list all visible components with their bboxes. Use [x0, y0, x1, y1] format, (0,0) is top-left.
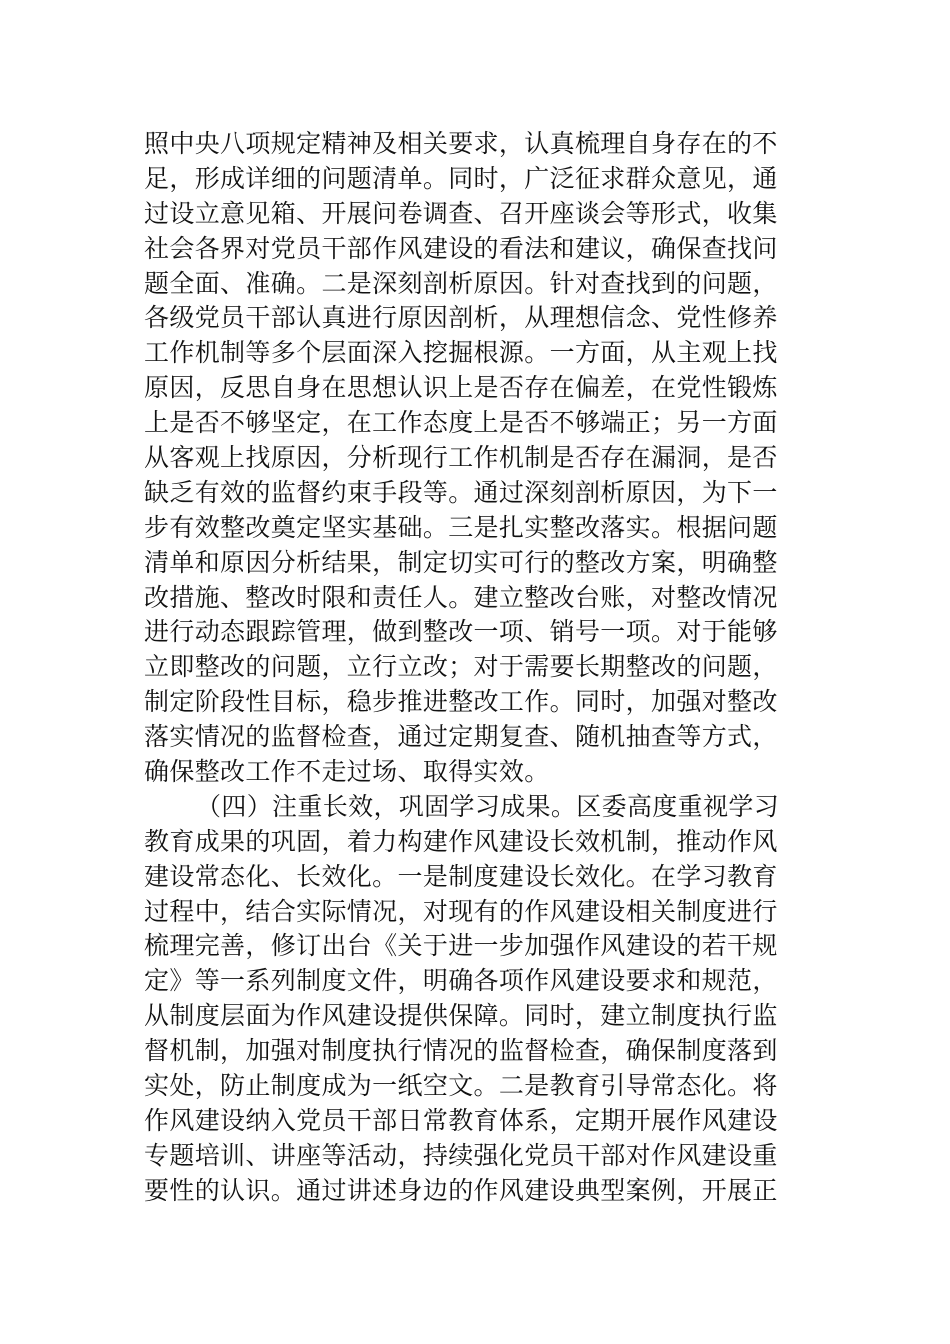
text-line: 确保整改工作不走过场、取得实效。	[144, 757, 550, 787]
text-line: 要性的认识。通过讲述身边的作风建设典型案例，开展正	[144, 1175, 778, 1205]
text-line: 从制度层面为作风建设提供保障。同时，建立制度执行监	[144, 1001, 778, 1031]
text-line: 各级党员干部认真进行原因剖析，从理想信念、党性修养	[144, 303, 778, 333]
text-line: 梳理完善，修订出台《关于进一步加强作风建设的若干规	[144, 931, 778, 961]
text-line: 建设常态化、长效化。一是制度建设长效化。在学习教育	[144, 861, 778, 891]
text-line: 过设立意见箱、开展问卷调查、召开座谈会等形式，收集	[144, 198, 778, 228]
text-line: 督机制，加强对制度执行情况的监督检查，确保制度落到	[144, 1036, 778, 1066]
text-line: 专题培训、讲座等活动，持续强化党员干部对作风建设重	[144, 1140, 778, 1170]
text-line: 社会各界对党员干部作风建设的看法和建议，确保查找问	[144, 233, 778, 263]
text-line: 进行动态跟踪管理，做到整改一项、销号一项。对于能够	[144, 617, 778, 647]
text-line: 上是否不够坚定，在工作态度上是否不够端正；另一方面	[144, 408, 778, 438]
text-line: 步有效整改奠定坚实基础。三是扎实整改落实。根据问题	[144, 512, 778, 542]
text-line: 照中央八项规定精神及相关要求，认真梳理自身存在的不	[144, 129, 778, 158]
text-line: 教育成果的巩固，着力构建作风建设长效机制，推动作风	[144, 826, 778, 856]
text-line: 制定阶段性目标，稳步推进整改工作。同时，加强对整改	[144, 687, 778, 717]
text-line: 改措施、整改时限和责任人。建立整改台账，对整改情况	[144, 582, 778, 612]
text-line: 清单和原因分析结果，制定切实可行的整改方案，明确整	[144, 547, 778, 577]
text-line: 立即整改的问题，立行立改；对于需要长期整改的问题，	[144, 652, 778, 682]
section-heading-line: （四）注重长效，巩固学习成果。区委高度重视学习	[196, 791, 780, 821]
text-line: 从客观上找原因，分析现行工作机制是否存在漏洞，是否	[144, 443, 778, 473]
text-line: 实处，防止制度成为一纸空文。二是教育引导常态化。将	[144, 1071, 778, 1101]
text-line: 定》等一系列制度文件，明确各项作风建设要求和规范，	[144, 966, 778, 996]
text-line: 过程中，结合实际情况，对现有的作风建设相关制度进行	[144, 896, 778, 926]
text-line: 作风建设纳入党员干部日常教育体系，定期开展作风建设	[144, 1105, 778, 1135]
text-line: 题全面、准确。二是深刻剖析原因。针对查找到的问题，	[144, 268, 778, 298]
body-text	[144, 127, 814, 1209]
text-line: 原因，反思自身在思想认识上是否存在偏差，在党性锻炼	[144, 373, 778, 403]
text-line: 缺乏有效的监督约束手段等。通过深刻剖析原因，为下一	[144, 477, 778, 507]
text-line: 落实情况的监督检查，通过定期复查、随机抽查等方式，	[144, 722, 778, 752]
text-line: 工作机制等多个层面深入挖掘根源。一方面，从主观上找	[144, 338, 778, 368]
text-line: 足，形成详细的问题清单。同时，广泛征求群众意见，通	[144, 163, 778, 193]
